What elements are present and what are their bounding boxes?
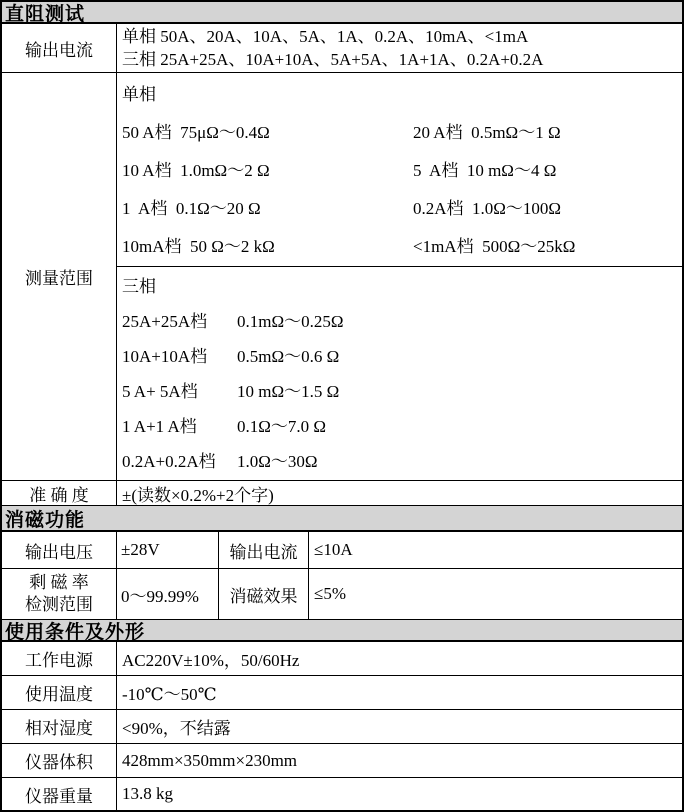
value-operating-temperature	[117, 676, 682, 709]
row-instrument-weight	[2, 778, 682, 810]
row-measure-range	[2, 73, 682, 481]
section-header-demag	[2, 506, 682, 532]
value-instrument-weight	[117, 778, 682, 810]
label-demag-output-current	[219, 532, 309, 568]
three-phase-line	[122, 374, 682, 409]
single-phase-line	[122, 152, 682, 190]
three-band-25a: 25A+25A档	[122, 312, 208, 331]
three-range-10a: 0.5mΩ～0.6 Ω	[237, 347, 340, 366]
section-header-dc-test	[2, 2, 682, 24]
single-range-50a: 50 A档 75μΩ～0.4Ω	[122, 123, 270, 142]
value-instrument-volume	[117, 744, 682, 777]
label-instrument-volume-text: 仪器体积	[25, 753, 93, 772]
label-output-voltage-text: 输出电压	[25, 542, 93, 562]
section-title-dc-test: 直阻测试	[5, 3, 86, 25]
three-band-0p2a: 0.2A+0.2A档	[122, 452, 216, 471]
three-range-1a: 0.1Ω～7.0 Ω	[237, 417, 327, 436]
label-demag-output-current-text: 输出电流	[229, 542, 298, 562]
three-range-5a: 10 mΩ～1.5 Ω	[237, 382, 340, 401]
label-demag-effect	[219, 569, 309, 619]
label-operating-temperature	[2, 676, 117, 709]
value-operating-temperature-text: -10℃～50℃	[122, 685, 217, 704]
value-relative-humidity-text: <90%，不结露	[122, 719, 231, 738]
value-accuracy	[117, 481, 682, 505]
measure-single-phase-block	[117, 73, 682, 267]
label-measure-range-text: 测量范围	[25, 269, 93, 288]
value-remanence-range-text: 0～99.99%	[121, 586, 199, 606]
label-power-supply-text: 工作电源	[25, 651, 93, 670]
section-title-demag: 消磁功能	[5, 509, 86, 531]
value-power-supply	[117, 642, 682, 675]
measure-range-stack	[117, 73, 682, 480]
row-demag-voltage-current	[2, 532, 682, 569]
value-remanence-range	[117, 569, 219, 619]
three-phase-title	[122, 269, 682, 304]
label-remanence-line2: 检测范围	[25, 595, 93, 614]
label-relative-humidity-text: 相对湿度	[25, 719, 93, 738]
row-power-supply	[2, 642, 682, 676]
value-demag-output-current	[309, 532, 682, 568]
row-output-current	[2, 24, 682, 73]
single-range-1a: 1 A档 0.1Ω～20 Ω	[122, 199, 261, 218]
label-accuracy	[2, 481, 117, 505]
three-band-5a: 5 A+ 5A档	[122, 382, 198, 401]
value-output-voltage-text: ±28V	[121, 540, 160, 559]
label-instrument-volume	[2, 744, 117, 777]
single-phase-line	[122, 114, 682, 152]
single-range-10a: 10 A档 1.0mΩ～2 Ω	[122, 161, 270, 180]
output-current-single-phase: 单相 50A、20A、10A、5A、1A、0.2A、10mA、<1mA	[122, 27, 529, 46]
label-output-voltage	[2, 532, 117, 568]
section-header-conditions	[2, 620, 682, 642]
single-range-20a: 20 A档 0.5mΩ～1 Ω	[413, 123, 561, 142]
three-phase-line	[122, 339, 682, 374]
single-range-5a: 5 A档 10 mΩ～4 Ω	[413, 161, 557, 180]
label-instrument-weight	[2, 778, 117, 810]
accuracy-value-text: ±(读数×0.2%+2个字)	[122, 485, 274, 505]
measure-three-phase-block	[117, 267, 682, 480]
label-demag-effect-text: 消磁效果	[229, 586, 298, 606]
three-range-0p2a: 1.0Ω～30Ω	[237, 452, 318, 471]
label-power-supply	[2, 642, 117, 675]
value-instrument-weight-text: 13.8 kg	[122, 784, 173, 803]
three-phase-line	[122, 304, 682, 339]
value-power-supply-text: AC220V±10%，50/60Hz	[122, 651, 300, 670]
single-phase-line	[122, 228, 682, 266]
three-phase-line	[122, 409, 682, 444]
label-output-current-text: 输出电流	[25, 40, 93, 60]
label-remanence-line1: 剩 磁 率	[29, 573, 89, 592]
single-range-1ma: <1mA档 500Ω～25kΩ	[413, 237, 576, 256]
single-phase-line	[122, 190, 682, 228]
three-range-25a: 0.1mΩ～0.25Ω	[237, 312, 344, 331]
three-band-10a: 10A+10A档	[122, 347, 208, 366]
label-accuracy-text: 准 确 度	[29, 485, 89, 505]
value-demag-effect-text: ≤5%	[314, 584, 346, 603]
single-range-0p2a: 0.2A档 1.0Ω～100Ω	[413, 199, 562, 218]
single-range-10ma: 10mA档 50 Ω～2 kΩ	[122, 237, 275, 256]
row-operating-temperature	[2, 676, 682, 710]
label-measure-range	[2, 73, 117, 480]
row-accuracy	[2, 481, 682, 506]
label-instrument-weight-text: 仪器重量	[25, 786, 93, 806]
row-relative-humidity	[2, 710, 682, 744]
single-phase-title	[122, 76, 682, 114]
label-operating-temperature-text: 使用温度	[25, 685, 93, 704]
value-demag-effect	[309, 569, 682, 619]
single-phase-title-text: 单相	[122, 85, 156, 104]
three-band-1a: 1 A+1 A档	[122, 417, 197, 436]
value-demag-output-current-text: ≤10A	[314, 540, 353, 559]
label-relative-humidity	[2, 710, 117, 743]
label-output-current	[2, 24, 117, 72]
row-remanence	[2, 569, 682, 620]
value-output-current	[117, 24, 682, 72]
section-title-conditions: 使用条件及外形	[5, 621, 146, 643]
three-phase-title-text: 三相	[122, 277, 156, 296]
output-current-three-phase: 三相 25A+25A、10A+10A、5A+5A、1A+1A、0.2A+0.2A	[122, 50, 544, 69]
three-phase-line	[122, 444, 682, 479]
label-remanence-range	[2, 569, 117, 619]
row-instrument-volume	[2, 744, 682, 778]
value-output-voltage	[117, 532, 219, 568]
value-relative-humidity	[117, 710, 682, 743]
value-instrument-volume-text: 428mm×350mm×230mm	[122, 750, 298, 770]
